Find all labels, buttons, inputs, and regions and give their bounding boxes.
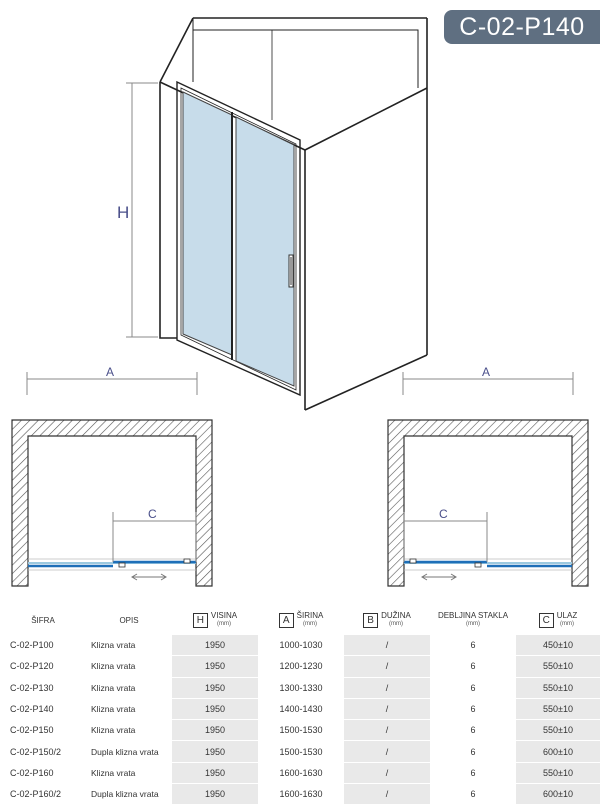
cell-entry: 550±10 — [516, 656, 600, 677]
cell-glass: 6 — [430, 720, 516, 741]
cell-length: / — [344, 698, 430, 719]
cell-entry: 550±10 — [516, 698, 600, 719]
header-glass: DEBLJINA STAKLA (mm) — [437, 611, 509, 627]
cell-entry: 550±10 — [516, 720, 600, 741]
cell-length: / — [344, 635, 430, 656]
cell-height: 1950 — [172, 656, 258, 677]
cell-desc: Klizna vrata — [86, 698, 172, 719]
cell-code: C-02-P130 — [0, 677, 86, 698]
shower-enclosure-3d — [160, 18, 427, 410]
table-row — [0, 741, 600, 762]
cell-height: 1950 — [172, 635, 258, 656]
cell-code: C-02-P150/2 — [0, 741, 86, 762]
header-desc: OPIS — [119, 615, 139, 625]
cell-entry: 550±10 — [516, 762, 600, 783]
cell-code: C-02-P160 — [0, 762, 86, 783]
model-code-badge: C-02-P140 — [444, 10, 600, 44]
cell-glass: 6 — [430, 784, 516, 804]
cell-desc: Dupla klizna vrata — [86, 784, 172, 804]
cell-length: / — [344, 784, 430, 804]
cell-glass: 6 — [430, 635, 516, 656]
cell-desc: Klizna vrata — [86, 720, 172, 741]
height-label: H — [117, 203, 130, 222]
width-label-right: A — [482, 365, 491, 379]
header-height: H VISINA (mm) — [172, 606, 258, 635]
cell-desc: Klizna vrata — [86, 656, 172, 677]
cell-desc: Klizna vrata — [86, 635, 172, 656]
cell-length: / — [344, 656, 430, 677]
table-row — [0, 677, 600, 698]
header-width: A ŠIRINA (mm) — [258, 606, 344, 635]
header-code: ŠIFRA — [31, 615, 55, 625]
table-row — [0, 762, 600, 783]
cell-entry: 600±10 — [516, 741, 600, 762]
cell-code: C-02-P160/2 — [0, 784, 86, 804]
cell-width: 1500-1530 — [258, 741, 344, 762]
cell-entry: 550±10 — [516, 677, 600, 698]
cell-width: 1000-1030 — [258, 635, 344, 656]
cell-code: C-02-P140 — [0, 698, 86, 719]
cell-width: 1500-1530 — [258, 720, 344, 741]
cell-glass: 6 — [430, 698, 516, 719]
entry-label-right: C — [439, 507, 448, 521]
cell-code: C-02-P120 — [0, 656, 86, 677]
entry-label-left: C — [148, 507, 157, 521]
cell-height: 1950 — [172, 698, 258, 719]
cell-desc: Klizna vrata — [86, 762, 172, 783]
header-entry: C ULAZ (mm) — [516, 606, 600, 635]
cell-glass: 6 — [430, 741, 516, 762]
cell-glass: 6 — [430, 677, 516, 698]
header-length: B DUŽINA (mm) — [344, 606, 430, 635]
table-row — [0, 784, 600, 804]
entry-key: C — [539, 613, 554, 628]
width-key: A — [279, 613, 294, 628]
cell-glass: 6 — [430, 762, 516, 783]
length-key: B — [363, 613, 378, 628]
cell-height: 1950 — [172, 741, 258, 762]
cell-code: C-02-P100 — [0, 635, 86, 656]
cell-width: 1400-1430 — [258, 698, 344, 719]
width-label-left: A — [106, 365, 115, 379]
spec-table — [0, 606, 600, 804]
table-row — [0, 698, 600, 719]
cell-length: / — [344, 677, 430, 698]
cell-length: / — [344, 720, 430, 741]
cell-length: / — [344, 741, 430, 762]
cell-length: / — [344, 762, 430, 783]
cell-desc: Klizna vrata — [86, 677, 172, 698]
cell-entry: 600±10 — [516, 784, 600, 804]
cell-width: 1200-1230 — [258, 656, 344, 677]
cell-height: 1950 — [172, 762, 258, 783]
height-dimension — [126, 83, 158, 337]
cell-desc: Dupla klizna vrata — [86, 741, 172, 762]
cell-entry: 450±10 — [516, 635, 600, 656]
top-view-left — [12, 420, 212, 586]
cell-height: 1950 — [172, 784, 258, 804]
height-key: H — [193, 613, 208, 628]
table-row — [0, 656, 600, 677]
cell-code: C-02-P150 — [0, 720, 86, 741]
cell-width: 1300-1330 — [258, 677, 344, 698]
cell-width: 1600-1630 — [258, 762, 344, 783]
table-row — [0, 720, 600, 741]
table-header-row — [0, 606, 600, 635]
cell-height: 1950 — [172, 720, 258, 741]
cell-height: 1950 — [172, 677, 258, 698]
table-row — [0, 635, 600, 656]
top-view-right — [388, 420, 588, 586]
cell-width: 1600-1630 — [258, 784, 344, 804]
cell-glass: 6 — [430, 656, 516, 677]
